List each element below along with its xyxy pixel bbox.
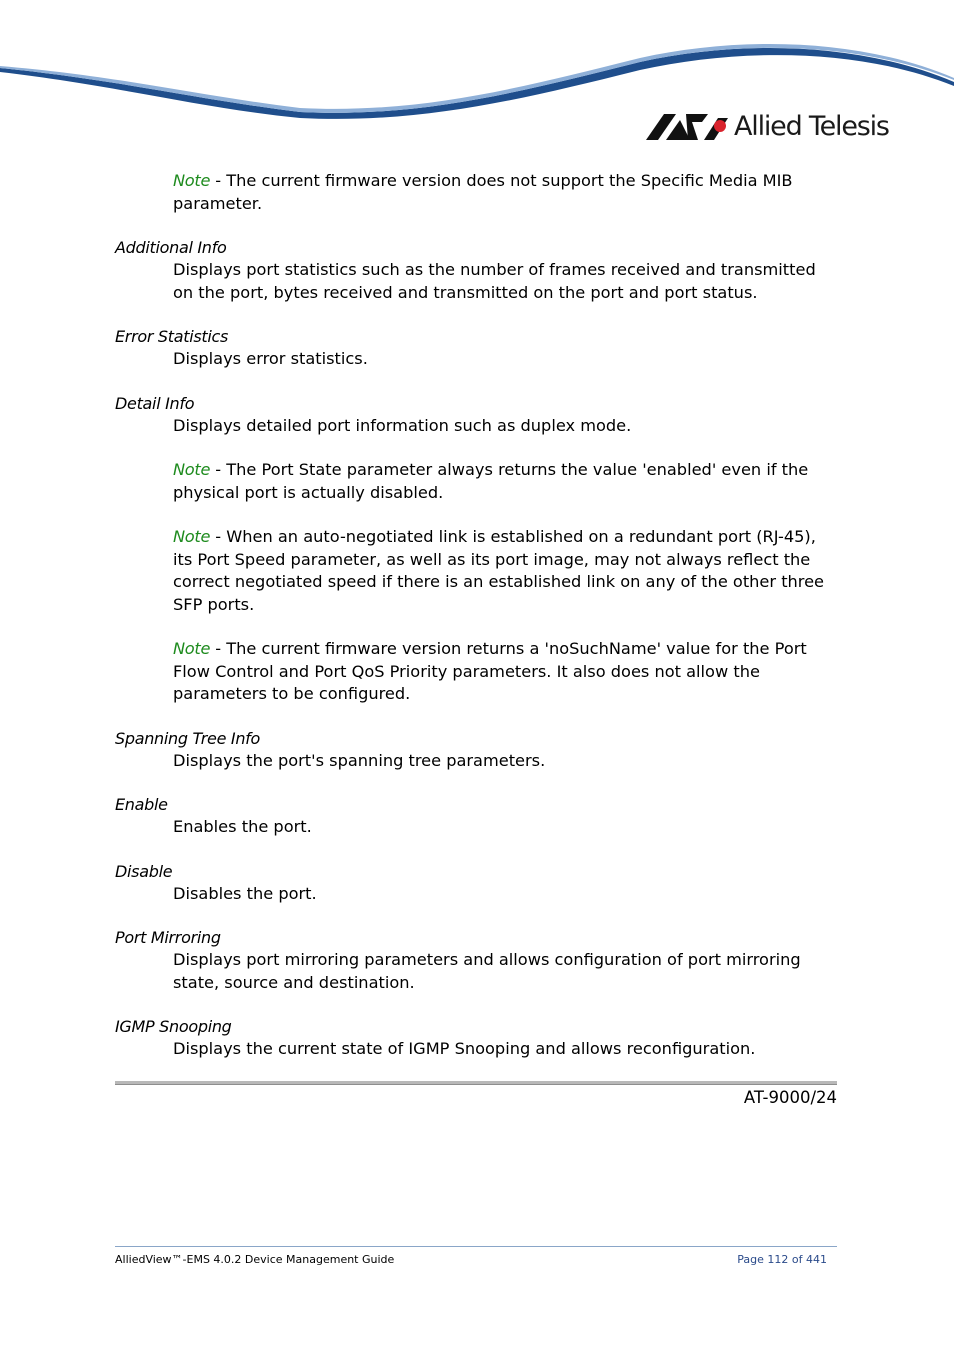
note-text: - The current firmware version returns a 'noSuchName' value for the Port Flow Control and Port QoS Priority parameters. It also does not allow the parameters to be configured.	[173, 639, 807, 703]
note-text: - When an auto-negotiated link is established on a redundant port (RJ-45), its Port Speed parameter, as well as its port image, may not always reflect the correct negotiated speed if there is an established link on any of the other three SFP ports.	[173, 527, 825, 614]
document-body	[115, 170, 840, 1061]
note-paragraph	[173, 459, 840, 504]
note-label: Note	[173, 171, 211, 190]
term-description: Displays detailed port information such as duplex mode.	[173, 415, 632, 435]
note-label: Note	[173, 527, 211, 546]
note-paragraph	[173, 170, 840, 215]
footer-divider	[115, 1246, 837, 1247]
spacer	[115, 215, 840, 237]
term-heading: Spanning Tree Info	[115, 728, 260, 748]
note-text: - The Port State parameter always returns the value 'enabled' even if the physical port is actually disabled.	[173, 460, 809, 502]
term-description: Displays the port's spanning tree parameters.	[173, 750, 546, 770]
term-description: Displays error statistics.	[173, 349, 368, 368]
term-heading: Detail Info	[115, 393, 195, 413]
term-heading: IGMP Snooping	[115, 1017, 232, 1036]
term-heading: Enable	[115, 795, 168, 814]
term-description: Displays port statistics such as the number of frames received and transmitted on the port, bytes received and transmitted on the port and port status.	[173, 260, 816, 302]
spacer	[115, 616, 840, 638]
spacer	[115, 905, 840, 927]
footer-page-number: Page 112 of 441	[737, 1253, 827, 1266]
footer-guide-title: AlliedView™-EMS 4.0.2 Device Management Guide	[115, 1253, 395, 1266]
spacer	[115, 304, 840, 326]
term-description: Enables the port.	[173, 817, 312, 836]
model-label: AT-9000/24	[743, 1088, 837, 1107]
spacer	[115, 371, 840, 393]
term-description: Displays port mirroring parameters and allows configuration of port mirroring state, source and destination.	[173, 950, 801, 992]
note-text: - The current firmware version does not support the Specific Media MIB parameter.	[173, 171, 793, 213]
term-heading: Error Statistics	[115, 327, 229, 346]
spacer	[115, 706, 840, 728]
logo-text: Allied Telesis	[734, 111, 889, 142]
note-paragraph	[173, 638, 840, 706]
allied-telesis-logo	[646, 112, 889, 142]
note-paragraph	[173, 526, 840, 616]
spacer	[115, 504, 840, 526]
term-heading: Additional Info	[115, 238, 227, 257]
term-heading: Disable	[115, 861, 173, 881]
section-divider	[115, 1081, 837, 1085]
term-heading: Port Mirroring	[115, 928, 221, 947]
note-label: Note	[173, 460, 211, 479]
spacer	[115, 437, 840, 459]
spacer	[115, 839, 840, 861]
term-description: Displays the current state of IGMP Snooping and allows reconfiguration.	[173, 1039, 756, 1058]
note-label: Note	[173, 639, 211, 658]
term-description: Disables the port.	[173, 883, 317, 903]
allied-telesis-logo-icon	[646, 114, 728, 140]
spacer	[115, 772, 840, 794]
spacer	[115, 994, 840, 1016]
